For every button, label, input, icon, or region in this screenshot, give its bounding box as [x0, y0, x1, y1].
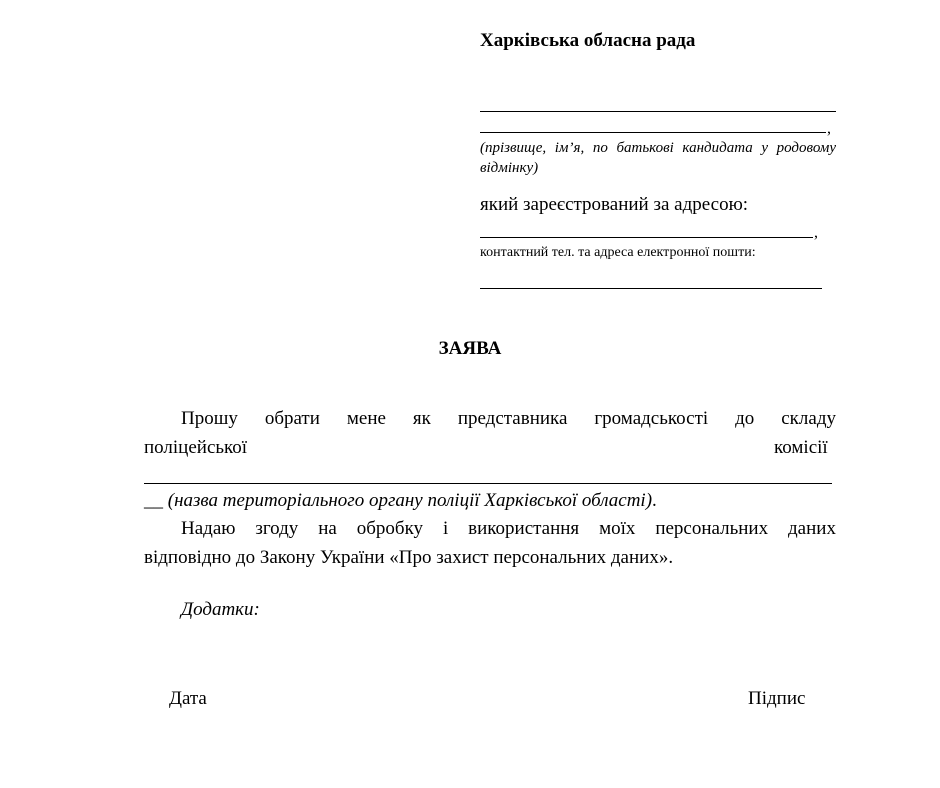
police-organ-blank-line [144, 483, 832, 484]
request-word: складу [781, 408, 836, 429]
consent-word: згоду [255, 518, 299, 539]
date-label: Дата [169, 688, 207, 709]
period: . [652, 490, 657, 511]
consent-word: обробку [356, 518, 424, 539]
contact-blank-line [480, 288, 822, 289]
request-word: обрати [264, 408, 320, 429]
attachments-label: Додатки: [181, 599, 260, 620]
request-word: Прошу [181, 408, 238, 429]
consent-word: персональних [655, 518, 769, 539]
request-line-1 [181, 408, 836, 430]
consent-word: моїх [599, 518, 636, 539]
request-word: як [412, 408, 431, 429]
consent-line-1 [181, 518, 836, 540]
request-line-2-right: комісії [774, 437, 828, 458]
request-line-2-left: поліцейської [144, 437, 248, 458]
consent-word: Надаю [181, 518, 236, 539]
request-word: громадськості [594, 408, 709, 429]
fullname-hint: (прізвище, ім’я, по батькові кандидата у родовому відмінку) [480, 140, 836, 176]
fullname-blank-line-2 [480, 132, 826, 133]
signature-label: Підпис [748, 688, 806, 709]
document-title: ЗАЯВА [438, 338, 502, 359]
fullname-comma: , [827, 120, 831, 137]
consent-word: на [318, 518, 337, 539]
address-comma: , [814, 224, 818, 241]
consent-line-2: відповідно до Закону України «Про захист персональних даних». [144, 547, 674, 568]
registered-address-label: який зареєстрований за адресою: [480, 194, 749, 215]
addressee: Харківська обласна рада [480, 30, 696, 51]
request-word: до [735, 408, 755, 429]
police-organ-hint-line [144, 490, 657, 512]
consent-word: і [442, 518, 449, 539]
police-organ-hint: (назва територіального органу поліції Харківської області) [163, 490, 653, 511]
address-blank-line [480, 237, 813, 238]
contact-label: контактний тел. та адреса електронної пошти: [480, 245, 756, 260]
fullname-blank-line-1 [480, 111, 836, 112]
consent-word: даних [788, 518, 836, 539]
request-word: представника [457, 408, 568, 429]
consent-word: використання [468, 518, 580, 539]
request-word: мене [346, 408, 386, 429]
blank-prefix: __ [144, 490, 163, 511]
